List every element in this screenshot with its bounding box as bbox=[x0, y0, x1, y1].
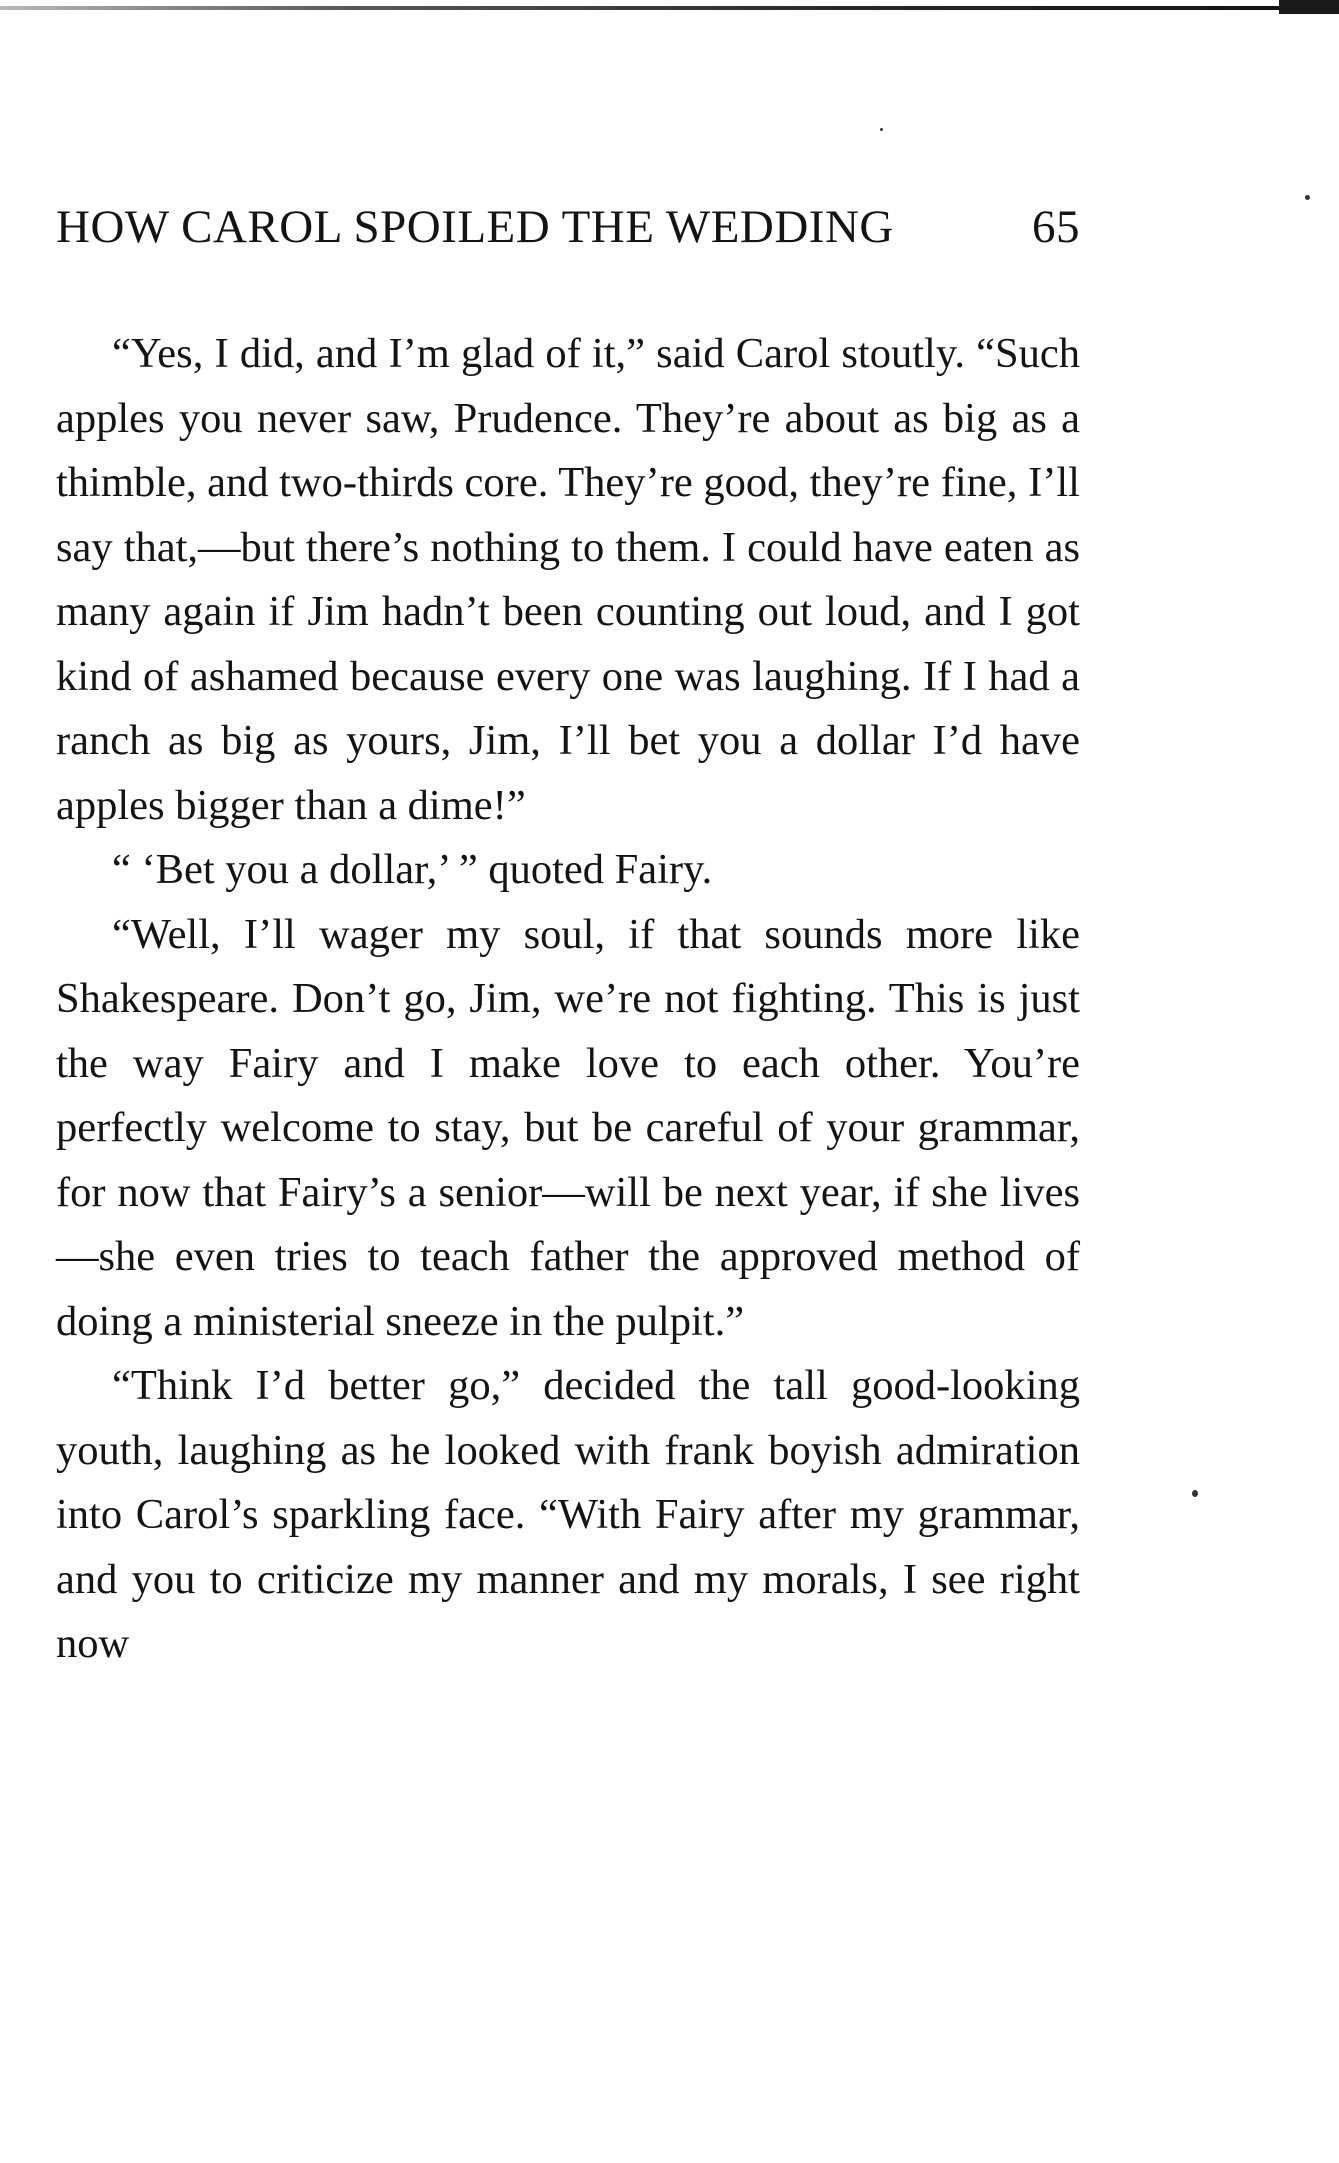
paragraph: “Think I’d better go,” decided the tall good-looking youth, laughing as he looked with frank boyish admiration into Carol’s sparkling face. “With Fairy after my grammar, and you to criticize my manner and my morals, I see right now bbox=[56, 1362, 1080, 1667]
body-text bbox=[56, 322, 1080, 1677]
running-head bbox=[56, 200, 1080, 272]
top-edge-rule bbox=[0, 6, 1339, 10]
paragraph: “Well, I’ll wager my soul, if that sounds more like Shakespeare. Don’t go, Jim, we’re not fighting. This is just the way Fairy and I make love to each other. You’re perfectly welcome to stay, but be careful of your grammar, for now that Fairy’s a senior—will be next year, if she lives—she even tries to teach father the approved method of doing a ministerial sneeze in the pulpit.” bbox=[56, 910, 1080, 1345]
print-speck bbox=[1192, 1490, 1198, 1497]
paragraph: “ ‘Bet you a dollar,’ ” quoted Fairy. bbox=[112, 846, 713, 893]
top-corner-shadow bbox=[1279, 0, 1339, 14]
running-title: HOW CAROL SPOILED THE WEDDING bbox=[56, 201, 894, 253]
paragraph: “Yes, I did, and I’m glad of it,” said Carol stoutly. “Such apples you never saw, Prudence. They’re about as big as a thimble, and two-thirds core. They’re good, they’re fine, I’ll say that,—but there’s nothing to them. I could have eaten as many again if Jim hadn’t been counting out loud, and I got kind of ashamed because every one was laughing. If I had a ranch as big as yours, Jim, I’ll bet you a dollar I’d have apples bigger than a dime!” bbox=[56, 330, 1080, 829]
print-speck bbox=[1305, 195, 1310, 200]
book-page bbox=[56, 200, 1080, 1677]
page-number: 65 bbox=[1032, 201, 1080, 253]
print-speck bbox=[880, 128, 883, 131]
